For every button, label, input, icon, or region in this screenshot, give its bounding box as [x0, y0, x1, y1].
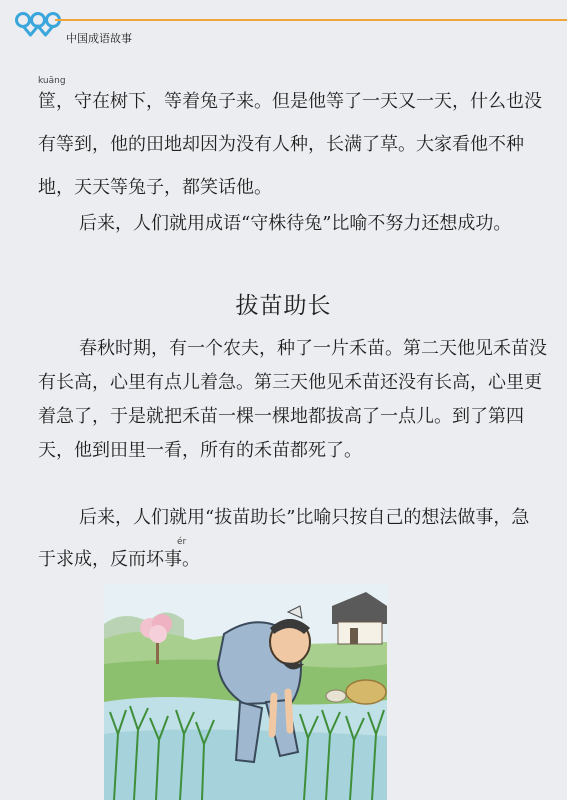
text-line: 有等到，他的田地却因为没有人种，长满了草。大家看他不种: [38, 134, 524, 155]
page-header: [0, 0, 567, 50]
pinyin-annotation: kuāng: [38, 76, 66, 86]
story-title: 拔苗助长: [235, 293, 332, 319]
series-title: 中国成语故事: [66, 32, 132, 45]
story1-moral: 后来，人们就用成语“守株待兔”比喻不努力还想成功。: [79, 213, 512, 234]
text-line: 天，他到田里一看，所有的禾苗都死了。: [38, 440, 362, 461]
text-line: 筐，守在树下，等着兔子来。但是他等了一天又一天，什么也没: [38, 91, 542, 112]
text-line: 后来，人们就用“拔苗助长”比喻只按自己的想法做事，急: [79, 507, 530, 528]
pinyin-annotation: ér: [177, 537, 187, 547]
text-line: 地，天天等兔子，都笑话他。: [38, 177, 272, 198]
text-line: 于求成，反而坏事。: [38, 549, 200, 570]
text-line: 春秋时期，有一个农夫，种了一片禾苗。第二天他见禾苗没: [79, 338, 547, 359]
header-rule: [55, 19, 567, 21]
series-logo-icon: [15, 8, 61, 38]
farmer-illustration: [104, 584, 387, 800]
text-line: 着急了，于是就把禾苗一棵一棵地都拔高了一点儿。到了第四: [38, 406, 524, 427]
text-line: 有长高，心里有点儿着急。第三天他见禾苗还没有长高，心里更: [38, 372, 542, 393]
